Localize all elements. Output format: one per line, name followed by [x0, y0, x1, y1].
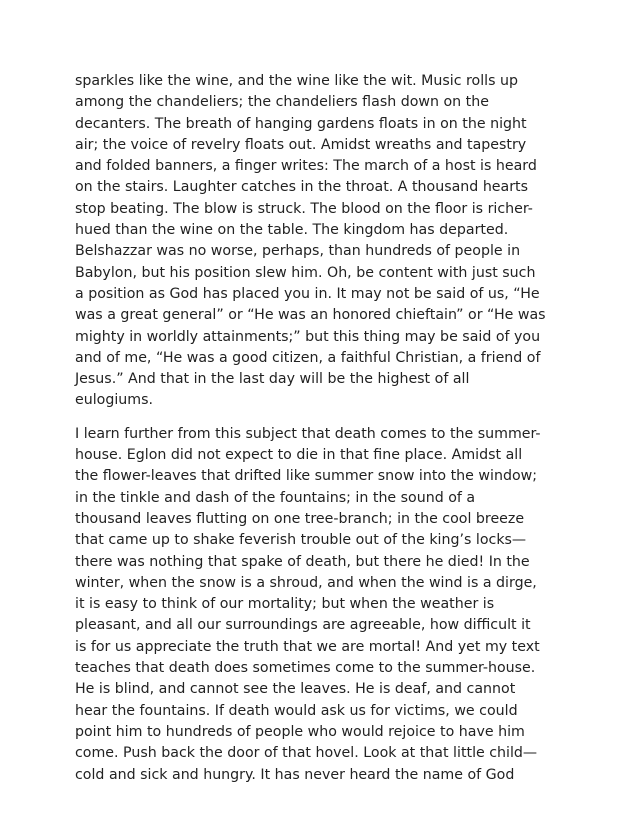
text-line: decanters. The breath of hanging gardens floats in on the night — [75, 115, 527, 132]
text-line: Jesus.” And that in the last day will be the highest of all — [75, 371, 470, 388]
text-line: it is easy to think of our mortality; but when the weather is — [75, 596, 495, 613]
text-line: point him to hundreds of people who would rejoice to have him — [75, 723, 525, 740]
text-line: a position as God has placed you in. It may not be said of us, “He — [75, 285, 540, 302]
text-line: He is blind, and cannot see the leaves. He is deaf, and cannot — [75, 681, 516, 698]
text-line: is for us appreciate the truth that we are mortal! And yet my text — [75, 638, 540, 655]
text-line: Belshazzar was no worse, perhaps, than hundreds of people in — [75, 243, 521, 260]
text-line: there was nothing that spake of death, but there he died! In the — [75, 553, 530, 570]
text-line: Babylon, but his position slew him. Oh, be content with just such — [75, 264, 536, 281]
text-line: I learn further from this subject that death comes to the summer- — [75, 425, 541, 442]
paragraph-2 — [75, 424, 565, 786]
text-line: and of me, “He was a good citizen, a faithful Christian, a friend of — [75, 349, 541, 366]
text-line: hear the fountains. If death would ask us for victims, we could — [75, 702, 518, 719]
text-line: among the chandeliers; the chandeliers flash down on the — [75, 94, 489, 111]
text-line: that came up to shake feverish trouble out of the king’s locks— — [75, 532, 527, 549]
text-line: eulogiums. — [75, 392, 154, 409]
text-line: stop beating. The blow is struck. The blood on the floor is richer- — [75, 200, 533, 217]
text-line: teaches that death does sometimes come to the summer-house. — [75, 660, 536, 677]
text-line: sparkles like the wine, and the wine like the wit. Music rolls up — [75, 73, 519, 89]
text-line: cold and sick and hungry. It has never heard the name of God — [75, 766, 515, 783]
text-line: house. Eglon did not expect to die in that fine place. Amidst all — [75, 447, 523, 464]
text-line: winter, when the snow is a shroud, and when the wind is a dirge, — [75, 574, 537, 591]
text-line: mighty in worldly attainments;” but this thing may be said of you — [75, 328, 541, 345]
text-line: thousand leaves flutting on one tree-branch; in the cool breeze — [75, 510, 525, 527]
paragraph-1 — [75, 71, 565, 412]
text-line: on the stairs. Laughter catches in the throat. A thousand hearts — [75, 179, 529, 196]
text-line: in the tinkle and dash of the fountains; in the sound of a — [75, 489, 476, 506]
page-body — [75, 71, 565, 798]
text-line: pleasant, and all our surroundings are agreeable, how difficult it — [75, 617, 531, 634]
text-line: and folded banners, a finger writes: The march of a host is heard — [75, 158, 537, 175]
text-line: come. Push back the door of that hovel. Look at that little child— — [75, 745, 538, 762]
text-line: the flower-leaves that drifted like summer snow into the window; — [75, 468, 538, 485]
text-line: hued than the wine on the table. The kingdom has departed. — [75, 222, 509, 239]
text-line: was a great general” or “He was an honored chieftain” or “He was — [75, 307, 546, 324]
text-line: air; the voice of revelry floats out. Amidst wreaths and tapestry — [75, 136, 527, 153]
